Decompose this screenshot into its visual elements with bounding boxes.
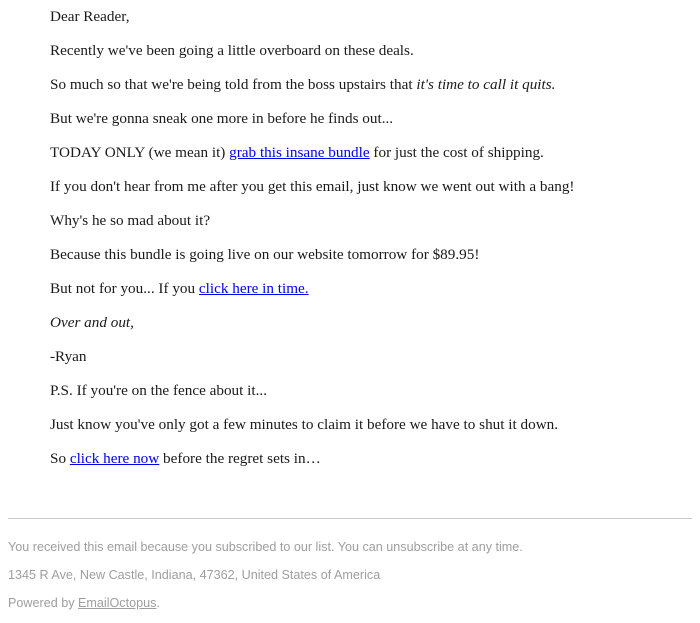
click-here-in-time-link[interactable]: click here in time. [198,280,309,297]
email-body [50,0,690,476]
paragraph-boss [50,68,690,102]
ps-click-now-suffix: before the regret sets in… [159,450,321,467]
paragraph-price: Because this bundle is going live on our website tomorrow for $89.95! [50,246,480,263]
powered-by-prefix: Powered by [8,596,79,610]
paragraph-not-for-you-text: But not for you... If you [50,280,199,297]
paragraph-sneak: But we're gonna sneak one more in before he finds out... [50,110,394,127]
paragraph-not-for-you [50,272,690,306]
subscription-note: You received this email because you subscribed to our list. You can unsubscribe at any time. [8,540,523,554]
email-footer [8,535,692,619]
powered-by [8,591,692,619]
powered-by-suffix: . [156,596,160,610]
paragraph-boss-text: So much so that we're being told from the boss upstairs that [50,76,417,93]
signoff [50,306,690,340]
paragraph-today-only-text: TODAY ONLY (we mean it) [50,144,230,161]
paragraph-boss-italic: it's time to call it quits. [416,76,556,93]
click-here-now-link[interactable]: click here now [69,450,160,467]
paragraph-why-mad: Why's he so mad about it? [50,212,211,229]
footer-divider [8,518,692,519]
ps-fence: P.S. If you're on the fence about it... [50,382,267,399]
signoff-text: Over and out, [50,314,134,331]
company-address: 1345 R Ave, New Castle, Indiana, 47362, United States of America [8,568,381,582]
ps-click-now-text: So [50,450,70,467]
ps-minutes: Just know you've only got a few minutes to claim it before we have to shut it down. [50,416,559,433]
ps-click-now [50,442,690,476]
greeting: Dear Reader, [50,8,130,25]
paragraph-bang: If you don't hear from me after you get this email, just know we went out with a bang! [50,178,575,195]
paragraph-today-only-suffix: for just the cost of shipping. [369,144,544,161]
paragraph-overboard: Recently we've been going a little overboard on these deals. [50,42,414,59]
emailoctopus-link[interactable]: EmailOctopus [78,596,157,610]
paragraph-today-only [50,136,690,170]
signature: -Ryan [50,348,87,365]
bundle-link[interactable]: grab this insane bundle [229,144,370,161]
